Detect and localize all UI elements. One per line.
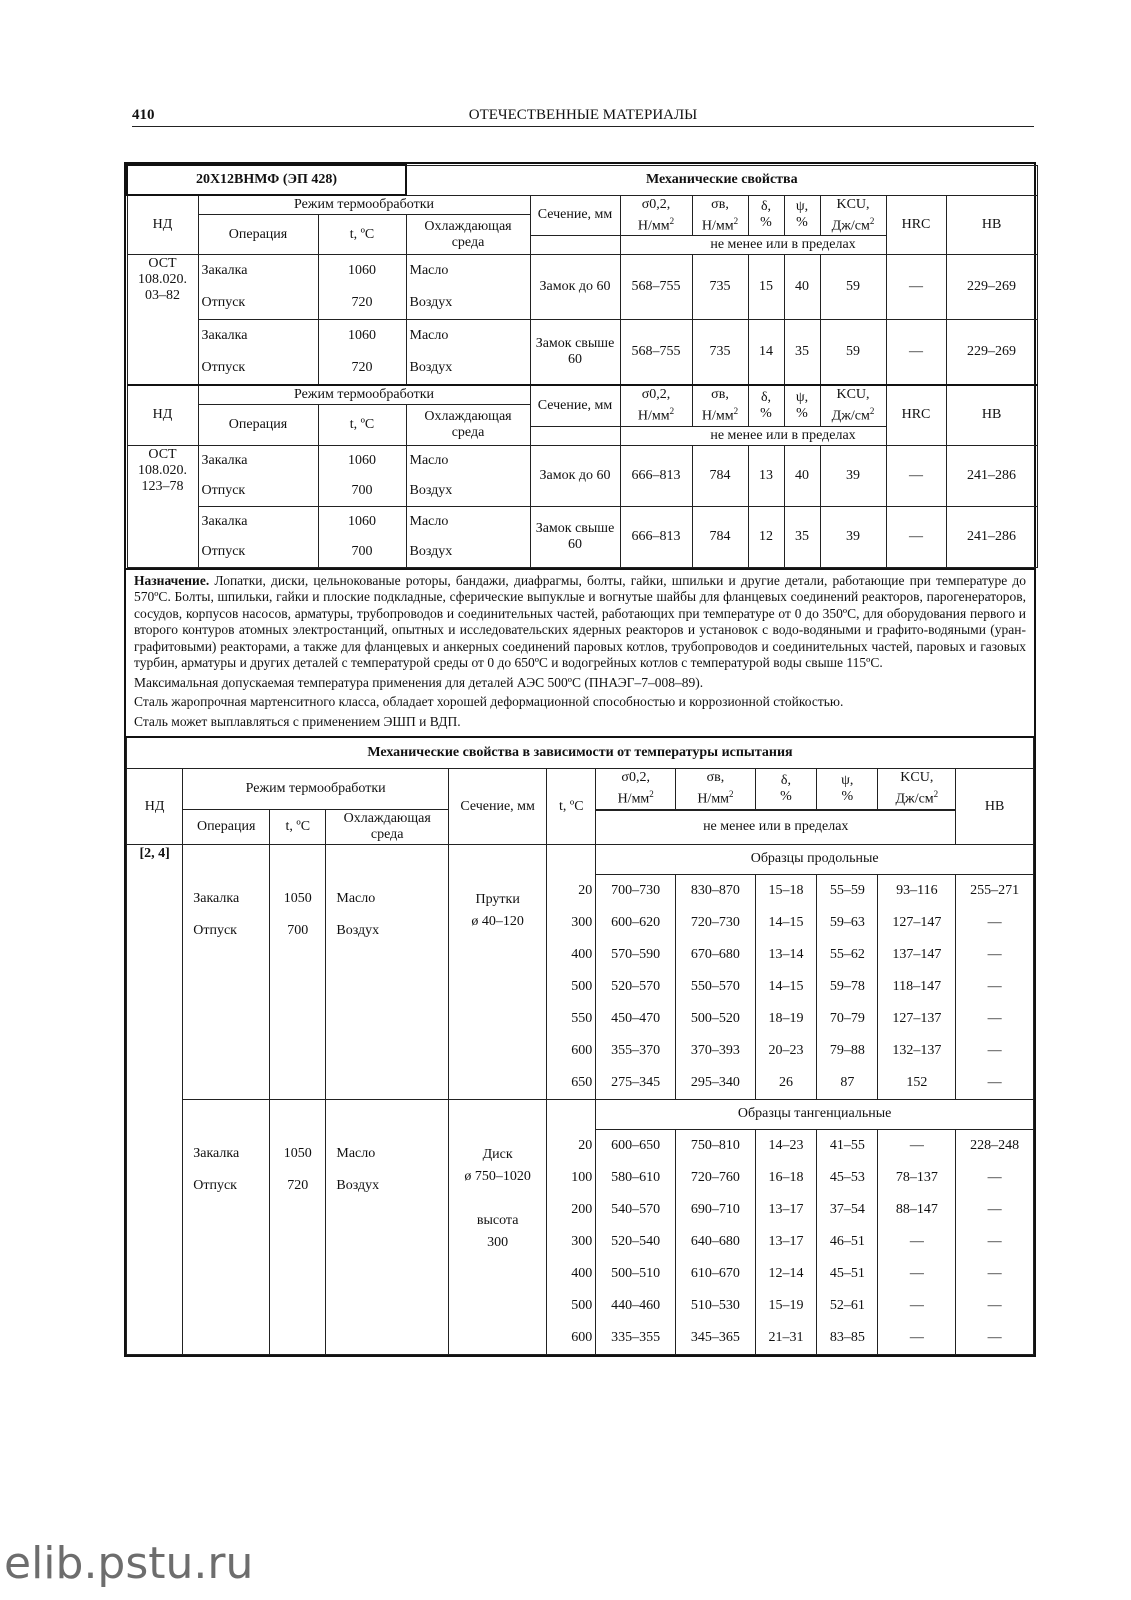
col-section: Сечение, мм (530, 195, 620, 236)
col-psi: ψ, % (784, 195, 820, 236)
not-less-label: не менее или в пределах (620, 236, 946, 255)
table-row: 550 450–470 500–520 18–19 70–79 127–137 — (127, 1003, 1034, 1035)
group-header-tangential: Образцы тангенциальные (596, 1099, 1034, 1129)
col-sigmab: σв, $Н/мм^2$ (692, 195, 748, 236)
purpose-max-temp: Максимальная допускаемая температура применения для деталей АЭС 500ºC (ПНАЭГ–7–008–89). (134, 674, 704, 690)
running-title: ОТЕЧЕСТВЕННЫЕ МАТЕРИАЛЫ (468, 107, 698, 123)
col-operation: Операция (198, 215, 318, 255)
table-row: 400 500–510 610–670 12–14 45–51 — — (127, 1258, 1034, 1290)
purpose-section (126, 568, 1034, 737)
table-row: 650 275–345 295–340 26 87 152 — (127, 1067, 1034, 1100)
nd-ost-123-78: ОСТ 108.020. 123–78 (127, 445, 198, 567)
table-row: 300 520–540 640–680 13–17 46–51 — — (127, 1226, 1034, 1258)
col-coolant: Охлаждающая среда (406, 215, 530, 255)
col-delta: δ, % (748, 195, 784, 236)
page-header (132, 104, 1034, 127)
col-hb: HB (946, 195, 1037, 255)
table-row: 400 570–590 670–680 13–14 55–62 137–147 — (127, 939, 1034, 971)
group-header-longitudinal: Образцы продольные (596, 844, 1034, 874)
temp-properties-table: Механические свойства в зависимости от температуры испытания НД Режим термообработки Сечение, мм t, ºC σ0,2, $Н/мм^2$ σв, $Н/мм^2$ δ, % ψ, % KCU, $Дж/см^2$ HB Операция t, ºC Охлаждающая среда не менее или в пределах [2, 4] Закалка Отпуск 1050 700 Масло Воздух Прутки ø 40–120 Образцы продольные 20 700–730 830–870 15–18 55–59 93–116 255–271 300 600–620 720–730 14–15 59–63 127–147 — 400 570–590 670–680 13–14 55–62 137–147 — 500 520–570 550–570 14–15 59–78 118–147 — 550 450–470 500–520 18–19 70–79 127–137 — 600 355–370 370–393 20–23 79–88 132–137 — 650 275–345 295–340 26 87 152 — Закалка Отпуск 1050 720 Масло Воздух Диск ø 750–1020 высота 300 Образцы тангенциальные 20 600–650 750–810 14–23 41–55 — 228–248 100 580–610 720–760 16–18 45–53 78–137 — 200 540–570 690–710 13–17 37–54 88–147 — 300 520–540 640–680 13–17 46–51 — — 400 500–510 610–670 12–14 45–51 — — 500 440–460 510–530 15–19 52–61 — — 600 335–355 345–365 21–31 83–85 — — (126, 736, 1034, 1355)
nd-ost-03-82: ОСТ 108.020. 03–82 (127, 255, 198, 386)
material-card (124, 162, 1036, 1357)
table-row: 20 700–730 830–870 15–18 55–59 93–116 255–271 (127, 874, 1034, 907)
purpose-smelting: Сталь может выплавляться с применением ЭШП и ВДП. (134, 713, 461, 729)
purpose-paragraph: Назначение. Лопатки, диски, цельнокованые роторы, бандажи, диафрагмы, болты, гайки, шпильки и другие детали, работающие при температуре до 570ºC. Болты, шпильки, гайки и плоские подкладные, сферические выпуклые и вогнутые шайбы для фланцевых соединений реакторов, парогенераторов, сосудов, корпусов насосов, арматуры, трубопроводов и соединительных частей, работающих при температуре от 0 до 350ºC, для оборудования первого и второго контуров атомных электростанций, опытных и исследовательских ядерных реакторов и установок с водо-водяными и графито-водяными (уран-графитовыми) реакторами, а также для фланцевых и анкерных соединений паровых котлов, трубопроводов и соединительных частей, паровых и газовых турбин, арматуры и других деталей с температурой среды от 0 до 650ºC и водогрейных котлов с температурой воды свыше 115ºC. (134, 572, 1027, 671)
mech-properties-table: 20Х12ВНМФ (ЭП 428) Механические свойства НД Режим термообработки Сечение, мм σ0,2, $Н/мм^2$ σв, $Н/мм^2$ δ, % ψ, % KCU, $Дж/см^2$ HRC HB Операция t, ºC Охлаждающая среда не менее или в пределах ОСТ 108.020. 03–82 Закалка 1060 Масло Замок до 60 568–755 735 15 40 59 — 229–269 Отпуск 720 Воздух Закалка 1060 Масло Замок свыше 60 568–755 735 14 35 59 — 229–269 Отпуск 720 Воздух НД Режим термообработки Сечение, мм σ0,2, $Н/мм^2$ σв, $Н/мм^2$ δ, % ψ, % KCU, $Дж/см^2$ HRC HB Операция t, ºC Охлаждающая среда не менее или в пределах ОСТ 108.020. 123–78 Закалка 1060 Масло Замок до 60 666–813 784 13 40 39 — 241–286 Отпуск 700 Воздух Закалка 1060 Масло Замок свыше 60 666–813 784 12 35 39 — 241–286 Отпуск 700 Воздух (126, 164, 1038, 568)
purpose-label: Назначение. (134, 572, 210, 588)
col-section-cont (530, 236, 620, 255)
table-row: Отпуск 700 Воздух (127, 476, 1037, 507)
table-row: Закалка 1060 Масло Замок свыше 60 666–813 784 12 35 39 — 241–286 (127, 506, 1037, 537)
table-row: 100 580–610 720–760 16–18 45–53 78–137 — (127, 1162, 1034, 1194)
table-row: 600 355–370 370–393 20–23 79–88 132–137 — (127, 1035, 1034, 1067)
table-row: 500 520–570 550–570 14–15 59–78 118–147 — (127, 971, 1034, 1003)
table-row: ОСТ 108.020. 03–82 Закалка 1060 Масло Замок до 60 568–755 735 15 40 59 — 229–269 (127, 255, 1037, 288)
table-row: 20 600–650 750–810 14–23 41–55 — 228–248 (127, 1129, 1034, 1162)
col-hrc: HRC (886, 195, 946, 255)
grade-title: 20Х12ВНМФ (ЭП 428) (127, 165, 406, 195)
col-sigma02: σ0,2, $Н/мм^2$ (620, 195, 692, 236)
table-row: ОСТ 108.020. 123–78 Закалка 1060 Масло Замок до 60 666–813 784 13 40 39 — 241–286 (127, 445, 1037, 476)
col-mode: Режим термообработки (198, 195, 530, 215)
page-number: 410 (132, 107, 155, 123)
nd-ref: [2, 4] (127, 844, 183, 1354)
temp-table-title: Механические свойства в зависимости от температуры испытания (127, 737, 1034, 769)
mech-title: Механические свойства (406, 165, 1037, 195)
table-row: Отпуск 720 Воздух (127, 287, 1037, 320)
table-row: Отпуск 720 Воздух (127, 352, 1037, 385)
table-row: 200 540–570 690–710 13–17 37–54 88–147 — (127, 1194, 1034, 1226)
table-row: 300 600–620 720–730 14–15 59–63 127–147 — (127, 907, 1034, 939)
table-row: Закалка 1060 Масло Замок свыше 60 568–755 735 14 35 59 — 229–269 (127, 320, 1037, 353)
purpose-steel-class: Сталь жаропрочная мартенситного класса, обладает хорошей деформационной способностью и коррозионной стойкостью. (134, 694, 844, 710)
table-row: 500 440–460 510–530 15–19 52–61 — — (127, 1290, 1034, 1322)
table-row: Отпуск 700 Воздух (127, 537, 1037, 568)
col-temp: t, ºC (318, 215, 406, 255)
table-row: 600 335–355 345–365 21–31 83–85 — — (127, 1322, 1034, 1355)
col-nd: НД (127, 195, 198, 255)
watermark-link[interactable]: elib.pstu.ru (4, 1538, 254, 1589)
col-kcu: KCU, $Дж/см^2$ (820, 195, 886, 236)
